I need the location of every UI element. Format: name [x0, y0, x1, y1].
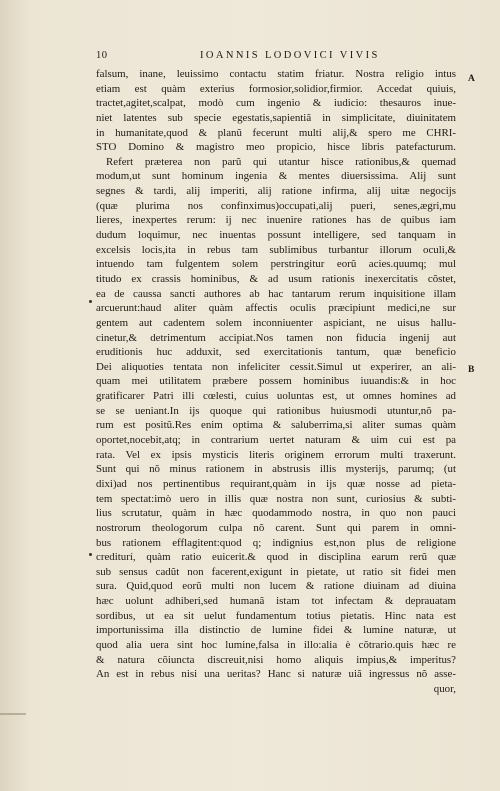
text-line: tractet,agitet,scalpat, modò cum ingenio & iudicio: thesauros inue-	[96, 97, 456, 110]
text-line: eruditionis huc adduxit, sed exercitationis tantum, quæ beneficio	[96, 346, 456, 359]
text-line: sordibus, ut ea sit uelut fundamentum totius pietatis. Hinc nata est	[96, 609, 456, 622]
text-line: Refert præterea non parũ qui utantur hisce rationibus,& quemad	[106, 155, 456, 168]
text-line: cinetur,& detrimentum accipiat.Nos tamen non fiducia ingenij aut	[96, 331, 456, 344]
marginal-letter-b: B	[468, 365, 475, 375]
text-line: hæc uolunt adhiberi,sed humanã istam tot infectam & deprauatam	[96, 595, 456, 608]
text-line: bus rationem efflagitent:quod q; indignius est,non plus de religione	[96, 536, 456, 549]
text-line: rata. Vel ex ipsis mysticis literis originem errorum multi traxerunt.	[96, 448, 456, 461]
text-line: intuendo tam fulgentem solem perstringitur eorũ acies.quumq; mul	[96, 258, 456, 271]
catchword: quor,	[433, 682, 456, 695]
page-edge-mark	[0, 713, 26, 715]
text-line: titudo ex crassis hominibus, & ad usum rationis inexercitatis cõstet,	[96, 272, 456, 285]
margin-mark	[89, 300, 92, 303]
text-line: & natura cõiuncta discreuit,nisi homo aliquis impius,& imperitus?	[96, 653, 456, 666]
page-number: 10	[96, 50, 108, 61]
text-line: falsum, inane, leuissimo contactu statim friatur. Nostra religio intus	[96, 68, 456, 80]
text-line: se se ueniant.In ijs quoque qui rationibus huiusmodi utuntur,nõ pa-	[96, 404, 456, 417]
text-line: STO Domino & magistro meo propicio, hisce libris patefacturum.	[96, 141, 456, 154]
text-line: quam mei utilitatem præbere possem hominibus iuuandis:& in hoc	[96, 375, 456, 388]
text-line: rum est positũ.Res enim optima & saluberrima,si aliter sumas quàm	[96, 419, 456, 432]
text-line: importunissima illa distinctio de lumine fidei & lumine naturæ, ut	[96, 624, 456, 637]
text-line: crediturí, quàm ratio euicerit.& quod in disciplina earum rerũ quæ	[96, 551, 456, 564]
text-line: arcuerunt:haud aliter quàm affectis oculis præcipiunt medici,ne sur	[96, 302, 456, 315]
marginal-letter-a: A	[468, 74, 475, 84]
page-header	[96, 50, 456, 64]
text-line: excelsis locis,ita in rebus tam sublimibus turbantur illorum oculi,&	[96, 243, 456, 256]
text-line: tem spectat:imò uero in illis quæ nostra non sunt, curiosius & subti-	[96, 492, 456, 505]
running-head: IOANNIS LODOVICI VIVIS	[200, 50, 380, 61]
text-line: dudum loquimur, nec inuentas possunt intelligere, sed tanquam in	[96, 229, 456, 242]
margin-mark	[89, 553, 92, 556]
text-line: sura. Quid,quod eorũ multi non lucem & ratione diuinam ad diuina	[96, 580, 456, 593]
text-line: modum,ut sunt hominum ingenia & mentes diuersissima. Alij sunt	[96, 170, 456, 183]
text-line: lius scrutatur, quàm in hæc quodammodo nostra, in quo non pauci	[96, 507, 456, 520]
text-line: Sunt qui nõ minus rationem in abstrusis illis mysterijs, parumq; (ut	[96, 463, 456, 476]
text-line: (quæ plurima nos confinximus)occupati,alij pueri, senes,ægri,mu	[96, 199, 456, 212]
body-text	[96, 67, 456, 697]
text-line: sub sensus cadũt non facerent,exigunt in pietate, ut ratio sit fidei men	[96, 565, 456, 578]
text-line: quod alia uera sint hoc lumine,falsa in illo:alia è cõtrario.quis hæc re	[96, 638, 456, 651]
text-line: dixi)ad nos pertinentibus requirant,quàm in ijs quæ nosse ad pieta-	[96, 477, 456, 490]
text-line: ea de caussa sancti authores ab hac tantarum rerum inquisitione illam	[96, 287, 456, 300]
text-line: gentem aut cadentem solem inconniuenter aspiciant, ne uisus hallu-	[96, 316, 456, 329]
text-line: etiam est quàm exterius formosior,solidior,firmior. Accedat quiuis,	[96, 82, 456, 95]
text-line: segnes & tardi, alij imperiti, alij ratione infirma, alij uitæ negocijs	[96, 185, 456, 198]
text-line: An est in rebus nisi una ueritas? Hanc si naturæ uiã ingressus nõ asse-	[96, 668, 456, 681]
text-line: nostrorum theologorum culpa nõ carent. Sunt qui parem in omni-	[96, 521, 456, 534]
text-line: lieres, inexpertes rerum: ij nec inuenire rationes has de quibus iam	[96, 214, 456, 227]
text-line: gratificarer Patri illi cœlesti, cuius uoluntas est, ut omnes homines ad	[96, 390, 456, 403]
text-line: Dei aliquoties tentata non infeliciter cessit.Simul ut experirer, an ali-	[96, 360, 456, 373]
text-line: oportet,nocebit,atq; in contrarium uertet naturam & uim cui est pa	[96, 434, 456, 447]
text-line: niet latentes sub specie egestatis,sapientiã in simplicitate, diuinitatem	[96, 111, 456, 124]
text-line: in humanitate,quod & planũ fecerunt multi alij,& spero me CHRI-	[96, 126, 456, 139]
